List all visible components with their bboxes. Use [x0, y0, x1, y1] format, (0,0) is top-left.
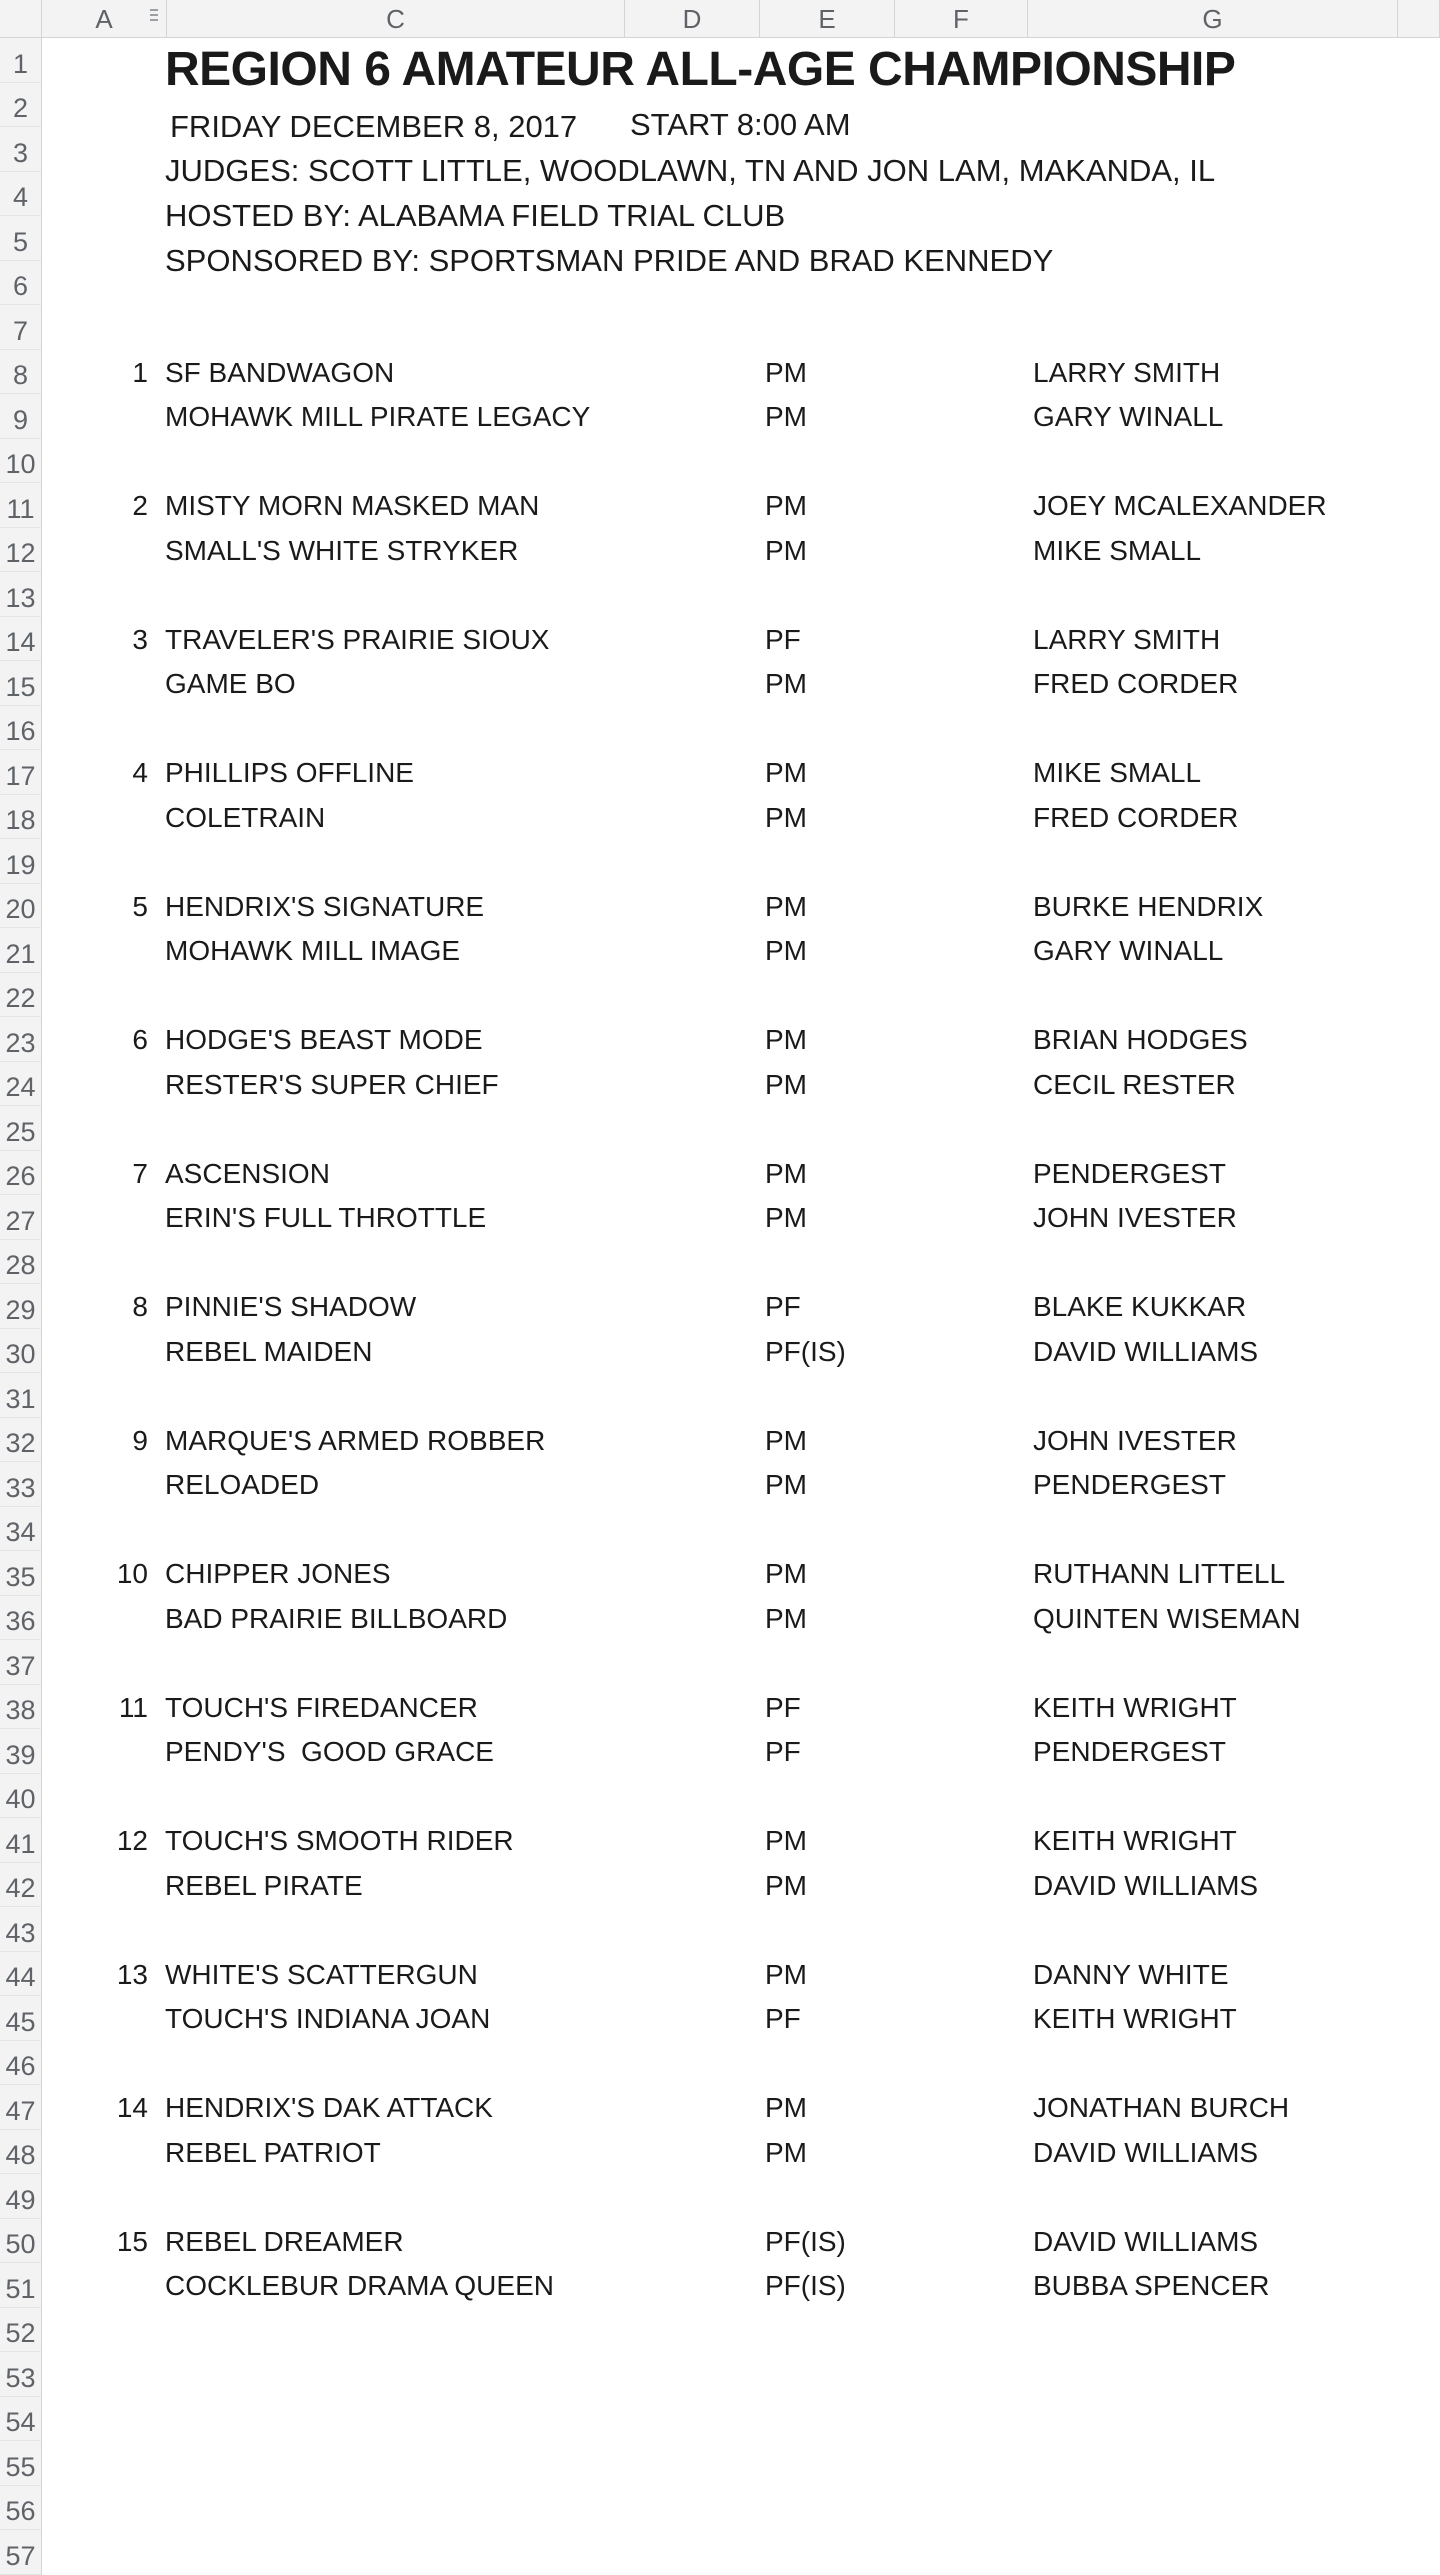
row-header[interactable]: 8	[0, 350, 42, 395]
dog-sex[interactable]: PM	[765, 1469, 807, 1500]
dog-sex[interactable]: PF	[765, 1291, 801, 1322]
handler-name[interactable]: RUTHANN LITTELL	[1033, 1558, 1286, 1589]
row-header[interactable]: 25	[0, 1106, 42, 1151]
handler-name[interactable]: MIKE SMALL	[1033, 534, 1202, 566]
dog-sex[interactable]: PM	[765, 801, 807, 833]
dog-sex[interactable]: PM	[765, 1825, 807, 1856]
row-header[interactable]: 32	[0, 1418, 42, 1463]
handler-name[interactable]: BLAKE KUKKAR	[1033, 1291, 1247, 1322]
handler-name[interactable]: DAVID WILLIAMS	[1033, 1335, 1259, 1367]
handler-name[interactable]: JOHN IVESTER	[1033, 1424, 1237, 1456]
row-header[interactable]: 26	[0, 1151, 42, 1196]
dog-name[interactable]: COLETRAIN	[165, 801, 326, 833]
handler-name[interactable]: QUINTEN WISEMAN	[1033, 1602, 1301, 1634]
handler-name[interactable]: BRIAN HODGES	[1033, 1024, 1248, 1055]
dog-name[interactable]: MARQUE'S ARMED ROBBER	[165, 1424, 546, 1456]
handler-name[interactable]: JOHN IVESTER	[1033, 1202, 1237, 1233]
dog-name[interactable]: PINNIE'S SHADOW	[165, 1291, 417, 1322]
row-header[interactable]: 27	[0, 1195, 42, 1240]
handler-name[interactable]: FRED CORDER	[1033, 668, 1239, 699]
handler-name[interactable]: BURKE HENDRIX	[1033, 890, 1264, 922]
brace-number[interactable]: 3	[132, 623, 148, 655]
dog-sex[interactable]: PM	[765, 356, 807, 388]
row-header[interactable]: 2	[0, 83, 42, 128]
dog-sex[interactable]: PM	[765, 1068, 807, 1100]
dog-name[interactable]: MOHAWK MILL IMAGE	[165, 935, 461, 966]
row-header[interactable]: 3	[0, 127, 42, 172]
row-header[interactable]: 4	[0, 172, 42, 217]
row-header[interactable]: 34	[0, 1507, 42, 1552]
row-header[interactable]: 10	[0, 439, 42, 484]
row-header[interactable]: 44	[0, 1952, 42, 1997]
row-header[interactable]: 33	[0, 1462, 42, 1507]
row-header[interactable]: 18	[0, 795, 42, 840]
column-header[interactable]: F	[895, 0, 1028, 38]
handler-name[interactable]: PENDERGEST	[1033, 1736, 1226, 1767]
column-header-filler	[1398, 0, 1440, 38]
dog-name[interactable]: REBEL DREAMER	[165, 2225, 404, 2257]
dog-name[interactable]: TRAVELER'S PRAIRIE SIOUX	[165, 623, 550, 655]
brace-number[interactable]: 2	[132, 490, 148, 521]
dog-sex[interactable]: PM	[765, 890, 807, 922]
column-header[interactable]: G	[1028, 0, 1398, 38]
handler-name[interactable]: DAVID WILLIAMS	[1033, 2225, 1259, 2257]
handler-name[interactable]: KEITH WRIGHT	[1033, 1691, 1237, 1723]
dog-name[interactable]: TOUCH'S INDIANA JOAN	[165, 2003, 491, 2034]
handler-name[interactable]: LARRY SMITH	[1033, 623, 1221, 655]
row-header[interactable]: 50	[0, 2219, 42, 2264]
dog-name[interactable]: TOUCH'S SMOOTH RIDER	[165, 1825, 514, 1856]
dog-sex[interactable]: PM	[765, 490, 807, 521]
dog-sex[interactable]: PM	[765, 2092, 807, 2123]
row-header[interactable]: 41	[0, 1818, 42, 1863]
brace-number[interactable]: 11	[118, 1691, 148, 1723]
dog-sex[interactable]: PM	[765, 1869, 807, 1901]
row-header[interactable]: 15	[0, 661, 42, 706]
dog-name[interactable]: MOHAWK MILL PIRATE LEGACY	[165, 401, 591, 432]
handler-name[interactable]: PENDERGEST	[1033, 1157, 1226, 1189]
dog-name[interactable]: RELOADED	[165, 1469, 320, 1500]
row-header[interactable]: 49	[0, 2174, 42, 2219]
dog-name[interactable]: PHILLIPS OFFLINE	[165, 757, 414, 788]
row-header[interactable]: 46	[0, 2041, 42, 2086]
brace-number[interactable]: 15	[116, 2225, 148, 2257]
row-header[interactable]: 37	[0, 1640, 42, 1685]
dog-name[interactable]: BAD PRAIRIE BILLBOARD	[165, 1602, 508, 1634]
row-header[interactable]: 28	[0, 1240, 42, 1285]
handler-name[interactable]: JOEY MCALEXANDER	[1033, 490, 1327, 521]
handler-name[interactable]: BUBBA SPENCER	[1033, 2270, 1270, 2301]
brace-number[interactable]: 5	[132, 890, 148, 922]
row-header[interactable]: 39	[0, 1729, 42, 1774]
dog-name[interactable]: SMALL'S WHITE STRYKER	[165, 534, 519, 566]
row-header[interactable]: 14	[0, 617, 42, 662]
row-header[interactable]: 21	[0, 928, 42, 973]
brace-number[interactable]: 9	[132, 1424, 148, 1456]
sponsored-by-cell[interactable]: SPONSORED BY: SPORTSMAN PRIDE AND BRAD KENNEDY	[165, 243, 1054, 278]
title-cell[interactable]: REGION 6 AMATEUR ALL-AGE CHAMPIONSHIP	[165, 43, 1236, 96]
dog-sex[interactable]: PM	[765, 1602, 807, 1634]
dog-name[interactable]: MISTY MORN MASKED MAN	[165, 490, 540, 521]
column-header[interactable]: A	[42, 0, 167, 38]
row-header[interactable]: 19	[0, 839, 42, 884]
select-all-corner[interactable]	[0, 0, 42, 38]
row-header[interactable]: 51	[0, 2263, 42, 2308]
dog-name[interactable]: REBEL PATRIOT	[165, 2136, 381, 2168]
dog-sex[interactable]: PM	[765, 401, 807, 432]
dog-sex[interactable]: PM	[765, 935, 807, 966]
dog-name[interactable]: COCKLEBUR DRAMA QUEEN	[165, 2270, 554, 2301]
hosted-by-cell[interactable]: HOSTED BY: ALABAMA FIELD TRIAL CLUB	[165, 198, 786, 233]
dog-sex[interactable]: PM	[765, 1958, 807, 1990]
brace-number[interactable]: 8	[132, 1291, 148, 1322]
dog-sex[interactable]: PM	[765, 1024, 807, 1055]
handler-name[interactable]: PENDERGEST	[1033, 1469, 1226, 1500]
dog-sex[interactable]: PM	[765, 1558, 807, 1589]
handler-name[interactable]: JONATHAN BURCH	[1033, 2092, 1290, 2123]
dog-name[interactable]: ASCENSION	[165, 1157, 330, 1189]
dog-name[interactable]: HENDRIX'S DAK ATTACK	[165, 2092, 493, 2123]
row-header[interactable]: 1	[0, 38, 42, 83]
row-header[interactable]: 23	[0, 1017, 42, 1062]
row-header[interactable]: 7	[0, 305, 42, 350]
handler-name[interactable]: KEITH WRIGHT	[1033, 1825, 1237, 1856]
brace-number[interactable]: 4	[132, 757, 148, 788]
row-header[interactable]: 57	[0, 2530, 42, 2575]
row-header[interactable]: 29	[0, 1284, 42, 1329]
row-header[interactable]: 9	[0, 394, 42, 439]
dog-name[interactable]: TOUCH'S FIREDANCER	[165, 1691, 478, 1723]
dog-sex[interactable]: PM	[765, 668, 807, 699]
dog-sex[interactable]: PF	[765, 2003, 801, 2034]
dog-name[interactable]: PENDY'S GOOD GRACE	[165, 1736, 494, 1767]
brace-number[interactable]: 6	[132, 1024, 148, 1055]
brace-number[interactable]: 14	[116, 2092, 148, 2123]
dog-name[interactable]: ERIN'S FULL THROTTLE	[165, 1202, 487, 1233]
row-header[interactable]: 52	[0, 2308, 42, 2353]
date-cell[interactable]: FRIDAY DECEMBER 8, 2017	[170, 109, 578, 144]
row-header[interactable]: 56	[0, 2486, 42, 2531]
dog-name[interactable]: REBEL PIRATE	[165, 1869, 363, 1901]
dog-sex[interactable]: PM	[765, 1424, 807, 1456]
brace-number[interactable]: 7	[132, 1157, 148, 1189]
row-header[interactable]: 48	[0, 2130, 42, 2175]
dog-name[interactable]: CHIPPER JONES	[165, 1558, 391, 1589]
row-header[interactable]: 40	[0, 1774, 42, 1819]
brace-number[interactable]: 10	[116, 1558, 148, 1589]
handler-name[interactable]: DAVID WILLIAMS	[1033, 2136, 1259, 2168]
dog-sex[interactable]: PM	[765, 757, 807, 788]
row-header[interactable]: 42	[0, 1863, 42, 1908]
dog-sex[interactable]: PF	[765, 1691, 801, 1723]
dog-sex[interactable]: PM	[765, 1202, 807, 1233]
dog-name[interactable]: HODGE'S BEAST MODE	[165, 1024, 483, 1055]
dog-name[interactable]: WHITE'S SCATTERGUN	[165, 1958, 478, 1990]
row-header[interactable]: 54	[0, 2397, 42, 2442]
row-header[interactable]: 55	[0, 2441, 42, 2486]
row-header[interactable]: 20	[0, 884, 42, 929]
handler-name[interactable]: KEITH WRIGHT	[1033, 2003, 1237, 2034]
dog-sex[interactable]: PM	[765, 1157, 807, 1189]
row-header[interactable]: 13	[0, 572, 42, 617]
dog-sex[interactable]: PF(IS)	[765, 2225, 846, 2257]
row-header[interactable]: 47	[0, 2085, 42, 2130]
handler-name[interactable]: DANNY WHITE	[1033, 1958, 1229, 1990]
row-header[interactable]: 43	[0, 1907, 42, 1952]
column-header[interactable]: D	[625, 0, 760, 38]
dog-name[interactable]: REBEL MAIDEN	[165, 1335, 373, 1367]
handler-name[interactable]: CECIL RESTER	[1033, 1068, 1236, 1100]
handler-name[interactable]: GARY WINALL	[1033, 935, 1224, 966]
row-header[interactable]: 16	[0, 706, 42, 751]
row-header[interactable]: 5	[0, 216, 42, 261]
dog-sex[interactable]: PF(IS)	[765, 2270, 846, 2301]
column-header[interactable]: C	[167, 0, 625, 38]
hidden-column-handle-icon[interactable]	[150, 6, 160, 30]
handler-name[interactable]: GARY WINALL	[1033, 401, 1224, 432]
handler-name[interactable]: MIKE SMALL	[1033, 757, 1202, 788]
dog-name[interactable]: HENDRIX'S SIGNATURE	[165, 890, 485, 922]
column-header[interactable]: E	[760, 0, 895, 38]
judges-cell[interactable]: JUDGES: SCOTT LITTLE, WOODLAWN, TN AND JON LAM, MAKANDA, IL	[165, 153, 1216, 188]
row-header[interactable]: 38	[0, 1685, 42, 1730]
row-header[interactable]: 36	[0, 1596, 42, 1641]
row-header[interactable]: 12	[0, 528, 42, 573]
row-header[interactable]: 35	[0, 1551, 42, 1596]
dog-name[interactable]: SF BANDWAGON	[165, 356, 395, 388]
handler-name[interactable]: DAVID WILLIAMS	[1033, 1869, 1259, 1901]
brace-number[interactable]: 1	[132, 356, 148, 388]
row-header[interactable]: 31	[0, 1373, 42, 1418]
row-header[interactable]: 17	[0, 750, 42, 795]
handler-name[interactable]: LARRY SMITH	[1033, 356, 1221, 388]
brace-number[interactable]: 13	[116, 1958, 148, 1990]
row-header[interactable]: 24	[0, 1062, 42, 1107]
dog-name[interactable]: RESTER'S SUPER CHIEF	[165, 1068, 499, 1100]
handler-name[interactable]: FRED CORDER	[1033, 801, 1239, 833]
row-header[interactable]: 45	[0, 1996, 42, 2041]
row-header[interactable]: 11	[0, 483, 42, 528]
row-header[interactable]: 22	[0, 973, 42, 1018]
dog-name[interactable]: GAME BO	[165, 668, 296, 699]
row-header[interactable]: 53	[0, 2352, 42, 2397]
dog-sex[interactable]: PM	[765, 2136, 807, 2168]
dog-sex[interactable]: PF	[765, 623, 801, 655]
start-time-cell[interactable]: START 8:00 AM	[630, 107, 851, 142]
dog-sex[interactable]: PF	[765, 1736, 801, 1767]
dog-sex[interactable]: PM	[765, 534, 807, 566]
dog-sex[interactable]: PF(IS)	[765, 1335, 846, 1367]
row-header[interactable]: 30	[0, 1329, 42, 1374]
brace-number[interactable]: 12	[116, 1825, 148, 1856]
row-header[interactable]: 6	[0, 261, 42, 306]
